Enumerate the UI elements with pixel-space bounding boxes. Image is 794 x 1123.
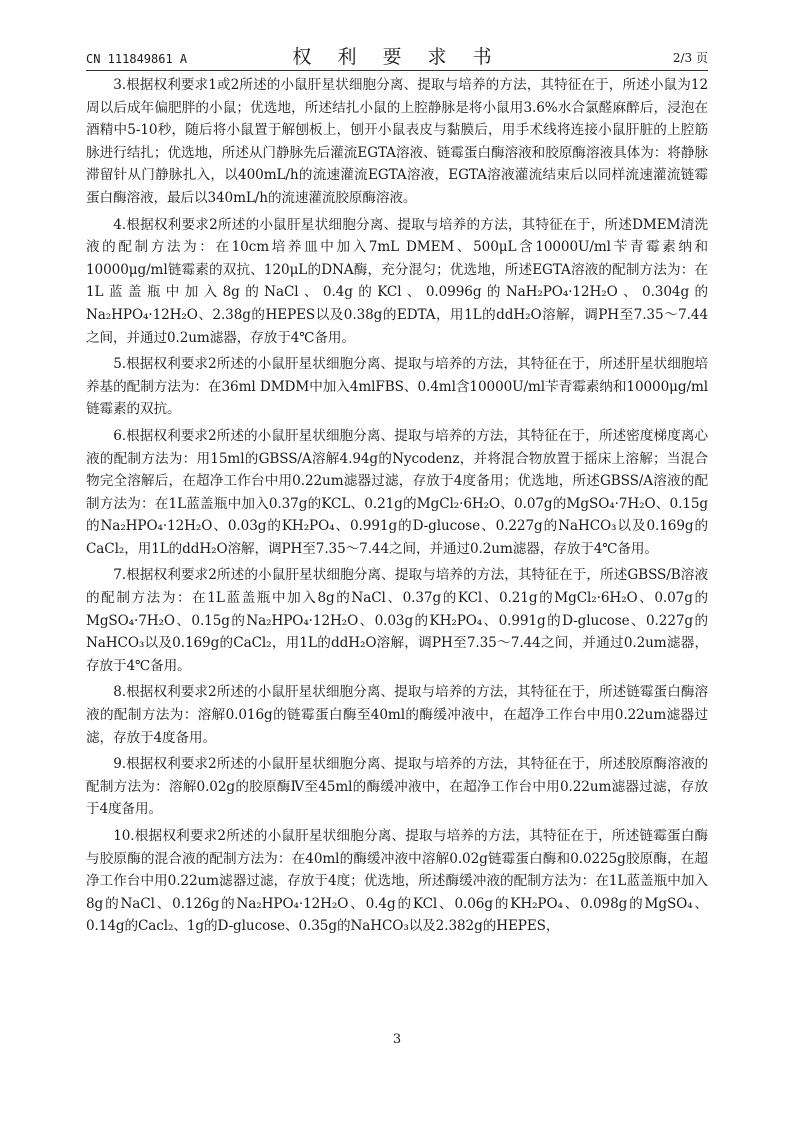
- page-header: [86, 42, 708, 71]
- claim-8: 8.根据权利要求2所述的小鼠肝星状细胞分离、提取与培养的方法，其特征在于，所述链霉蛋白酶溶液的配制方法为：溶解0.016g的链霉蛋白酶至40ml的酶缓冲液中，在超净工作台中用0.22um滤器过滤，存放于4度备用。: [86, 684, 708, 746]
- claim-4: 4.根据权利要求2所述的小鼠肝星状细胞分离、提取与培养的方法，其特征在于，所述DMEM清洗液的配制方法为：在10cm培养皿中加入7mL DMEM、500μL含10000U/ml苄青霉素纳和10000μg/ml链霉素的双抗、120μL的DNA酶，充分混匀；优选地，所述EGTA溶液的配制方法为：在1L蓝盖瓶中加入8g的NaCl、0.4g的KCl、0.0996g的NaH₂PO₄·12H₂O、0.304g的Na₂HPO₄·12H₂O、2.38g的HEPES以及0.38g的EDTA，用1L的ddH₂O溶解，调PH至7.35～7.44之间，并通过0.2um滤器，存放于4℃备用。: [86, 216, 708, 346]
- publication-number: CN 111849861 A: [86, 52, 188, 66]
- claim-3: 3.根据权利要求1或2所述的小鼠肝星状细胞分离、提取与培养的方法，其特征在于，所述小鼠为12周以后成年偏肥胖的小鼠；优选地，所述结扎小鼠的上腔静脉是将小鼠用3.6%水合氯醛麻醉后，浸泡在酒精中5-10秒，随后将小鼠置于解刨板上，刨开小鼠表皮与黏膜后，用手术线将连接小鼠肝脏的上腔筋脉进行结扎；优选地，所述从门静脉先后灌流EGTA溶液、链霉蛋白酶溶液和胶原酶溶液具体为：将静脉滞留针从门静脉扎入，以400mL/h的流速灌流EGTA溶液，EGTA溶液灌流结束后以同样流速灌流链霉蛋白酶溶液，最后以340mL/h的流速灌流胶原酶溶液。: [86, 77, 708, 206]
- claim-10: 10.根据权利要求2所述的小鼠肝星状细胞分离、提取与培养的方法，其特征在于，所述链霉蛋白酶与胶原酶的混合液的配制方法为：在40ml的酶缓冲液中溶解0.02g链霉蛋白酶和0.0225g胶原酶，在超净工作台中用0.22um滤器过滤，存放于4度；优选地，所述酶缓冲液的配制方法为：在1L蓝盖瓶中加入8g的NaCl、0.126g的Na₂HPO₄·12H₂O、0.4g的KCl、0.06g的KH₂PO₄、0.098g的MgSO₄、0.14g的Cacl₂、1g的D-glucose、0.35g的NaHCO₃以及2.382g的HEPES，: [86, 828, 708, 935]
- claims-body: [86, 74, 708, 942]
- claim-7: 7.根据权利要求2所述的小鼠肝星状细胞分离、提取与培养的方法，其特征在于，所述GBSS/B溶液的配制方法为：在1L蓝盖瓶中加入8g的NaCl、0.37g的KCl、0.21g的MgCl₂·6H₂O、0.07g的MgSO₄·7H₂O、0.15g的Na₂HPO₄·12H₂O、0.03g的KH₂PO₄、0.991g的D-glucose、0.227g的NaHCO₃以及0.169g的CaCl₂，用1L的ddH₂O溶解，调PH至7.35～7.44之间，并通过0.2um滤器，存放于4℃备用。: [86, 567, 708, 674]
- page-number: 3: [392, 1032, 402, 1047]
- claim-6: 6.根据权利要求2所述的小鼠肝星状细胞分离、提取与培养的方法，其特征在于，所述密度梯度离心液的配制方法为：用15ml的GBSS/A溶解4.94g的Nycodenz，并将混合物放置于摇床上溶解；当混合物完全溶解后，在超净工作台中用0.22um滤器过滤，存放于4度备用；优选地，所述GBSS/A溶液的配制方法为：在1L蓝盖瓶中加入0.37g的KCL、0.21g的MgCl₂·6H₂O、0.07g的MgSO₄·7H₂O、0.15g的Na₂HPO₄·12H₂O、0.03g的KH₂PO₄、0.991g的D-glucose、0.227g的NaHCO₃以及0.169g的CaCl₂，用1L的ddH₂O溶解，调PH至7.35～7.44之间，并通过0.2um滤器，存放于4℃备用。: [86, 427, 708, 557]
- claim-5: 5.根据权利要求2所述的小鼠肝星状细胞分离、提取与培养的方法，其特征在于，所述肝星状细胞培养基的配制方法为：在36ml DMDM中加入4mlFBS、0.4ml含10000U/ml苄青霉素纳和10000μg/ml链霉素的双抗。: [86, 356, 708, 418]
- claim-9: 9.根据权利要求2所述的小鼠肝星状细胞分离、提取与培养的方法，其特征在于，所述胶原酶溶液的配制方法为：溶解0.02g的胶原酶Ⅳ至45ml的酶缓冲液中，在超净工作台中用0.22um滤器过滤，存放于4度备用。: [86, 756, 708, 818]
- page-info: 2/3 页: [672, 51, 708, 65]
- document-title: 权 利 要 求 书: [292, 46, 502, 68]
